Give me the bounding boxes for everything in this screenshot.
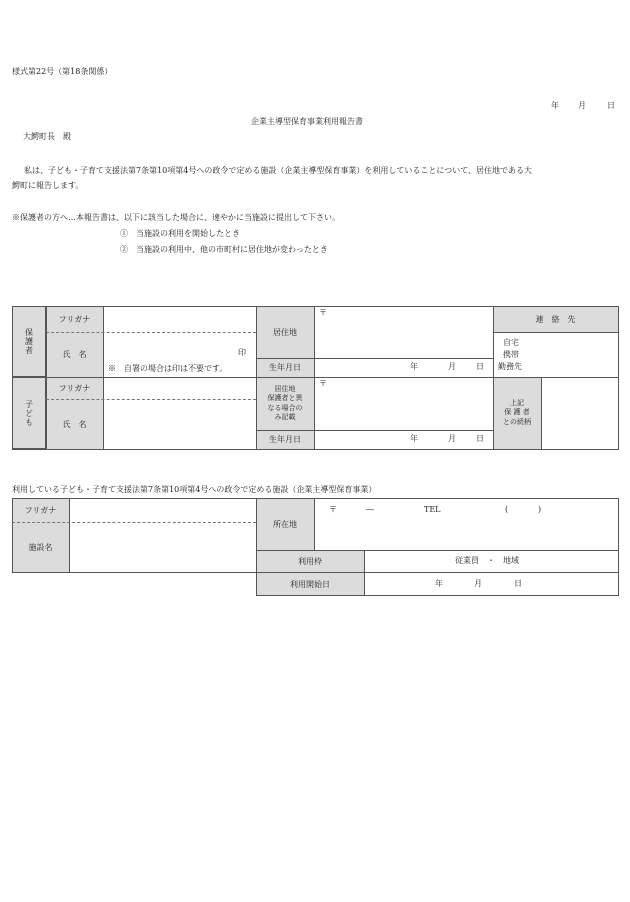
date-day-label: 日 [607,101,615,110]
facility-furigana-label: フリガナ [24,505,57,515]
child-birth-year-label: 年 [410,434,418,443]
contact-label: 連 絡 先 [535,314,576,324]
child-label: 子ども [24,399,34,427]
facility-tel-label: TEL [424,505,441,514]
furigana-label: フリガナ [58,314,91,324]
residence-label: 居住地 [273,327,297,337]
birth-month-label: 月 [448,362,456,371]
child-residence-label-4: み記載 [274,412,296,421]
birth-day-label: 日 [476,362,484,371]
seal-mark: 印 [238,348,246,357]
child-birth-month-label: 月 [448,434,456,443]
usage-slot-value: 従業員 ・ 地域 [455,556,519,565]
tel-paren-close: ) [538,505,542,514]
date-month-label: 月 [578,101,586,110]
relation-label-1: 上記 [510,398,524,407]
start-date-label: 利用開始日 [290,579,330,589]
contact-work-label: 勤務先 [498,362,522,371]
facility-heading: 利用している子ども・子育て支援法第7条第10項第4号への政令で定める施設（企業主導型保育事業） [12,485,377,494]
postal-mark: 〒 [319,308,327,317]
child-birthdate-label: 生年月日 [269,435,301,444]
birthdate-label: 生年月日 [269,363,301,372]
document-title: 企業主導型保育事業利用報告書 [251,117,363,126]
notice: ※保護者の方へ…本報告書は、以下に該当した場合に、速やかに当施設に提出して下さい。 [12,213,340,222]
statement-line-1: 私は、子ども・子育て支援法第7条第10項第4号への政令で定める施設（企業主導型保育事業）を利用していることについて、居住地である大 [24,166,533,175]
birth-year-label: 年 [410,362,418,371]
tel-paren-open: ( [505,505,509,514]
relation-label-3: との続柄 [503,417,531,426]
relation-label-2: 保 護 者 [504,408,530,417]
form-number: 様式第22号（第18条関係） [12,67,113,76]
statement-line-2: 鰐町に報告します。 [12,181,84,190]
seal-note: ※ 自署の場合は印は不要です。 [108,364,228,373]
usage-slot-label: 利用枠 [298,556,322,566]
child-birth-day-label: 日 [476,434,484,443]
facility-table-border [12,498,619,573]
child-furigana-label: フリガナ [58,383,91,393]
child-residence-label-3: なる場合の [267,403,303,412]
contact-home-label: 自宅 [503,338,519,347]
child-name-label: 氏 名 [62,419,87,429]
start-month-label: 月 [474,579,482,588]
start-year-label: 年 [435,579,443,588]
addressee: 大鰐町長 殿 [23,132,71,141]
child-postal-mark: 〒 [319,379,327,388]
date-year-label: 年 [551,101,559,110]
contact-mobile-label: 携帯 [503,350,519,359]
start-day-label: 日 [514,579,522,588]
child-residence-label-2: 保護者と異 [267,394,303,403]
child-residence-label-1: 居住地 [274,384,296,393]
name-label: 氏 名 [62,350,87,359]
notice-item-1: ① 当施設の利用を開始したとき [120,229,240,238]
location-label: 所在地 [273,519,297,529]
guardian-label: 保護者 [24,328,34,355]
facility-postal-mark: 〒 [329,505,337,514]
facility-name-label: 施設名 [28,542,53,552]
facility-postal-dash: ― [366,505,374,514]
notice-item-2: ② 当施設の利用中、他の市町村に居住地が変わったとき [120,245,328,254]
